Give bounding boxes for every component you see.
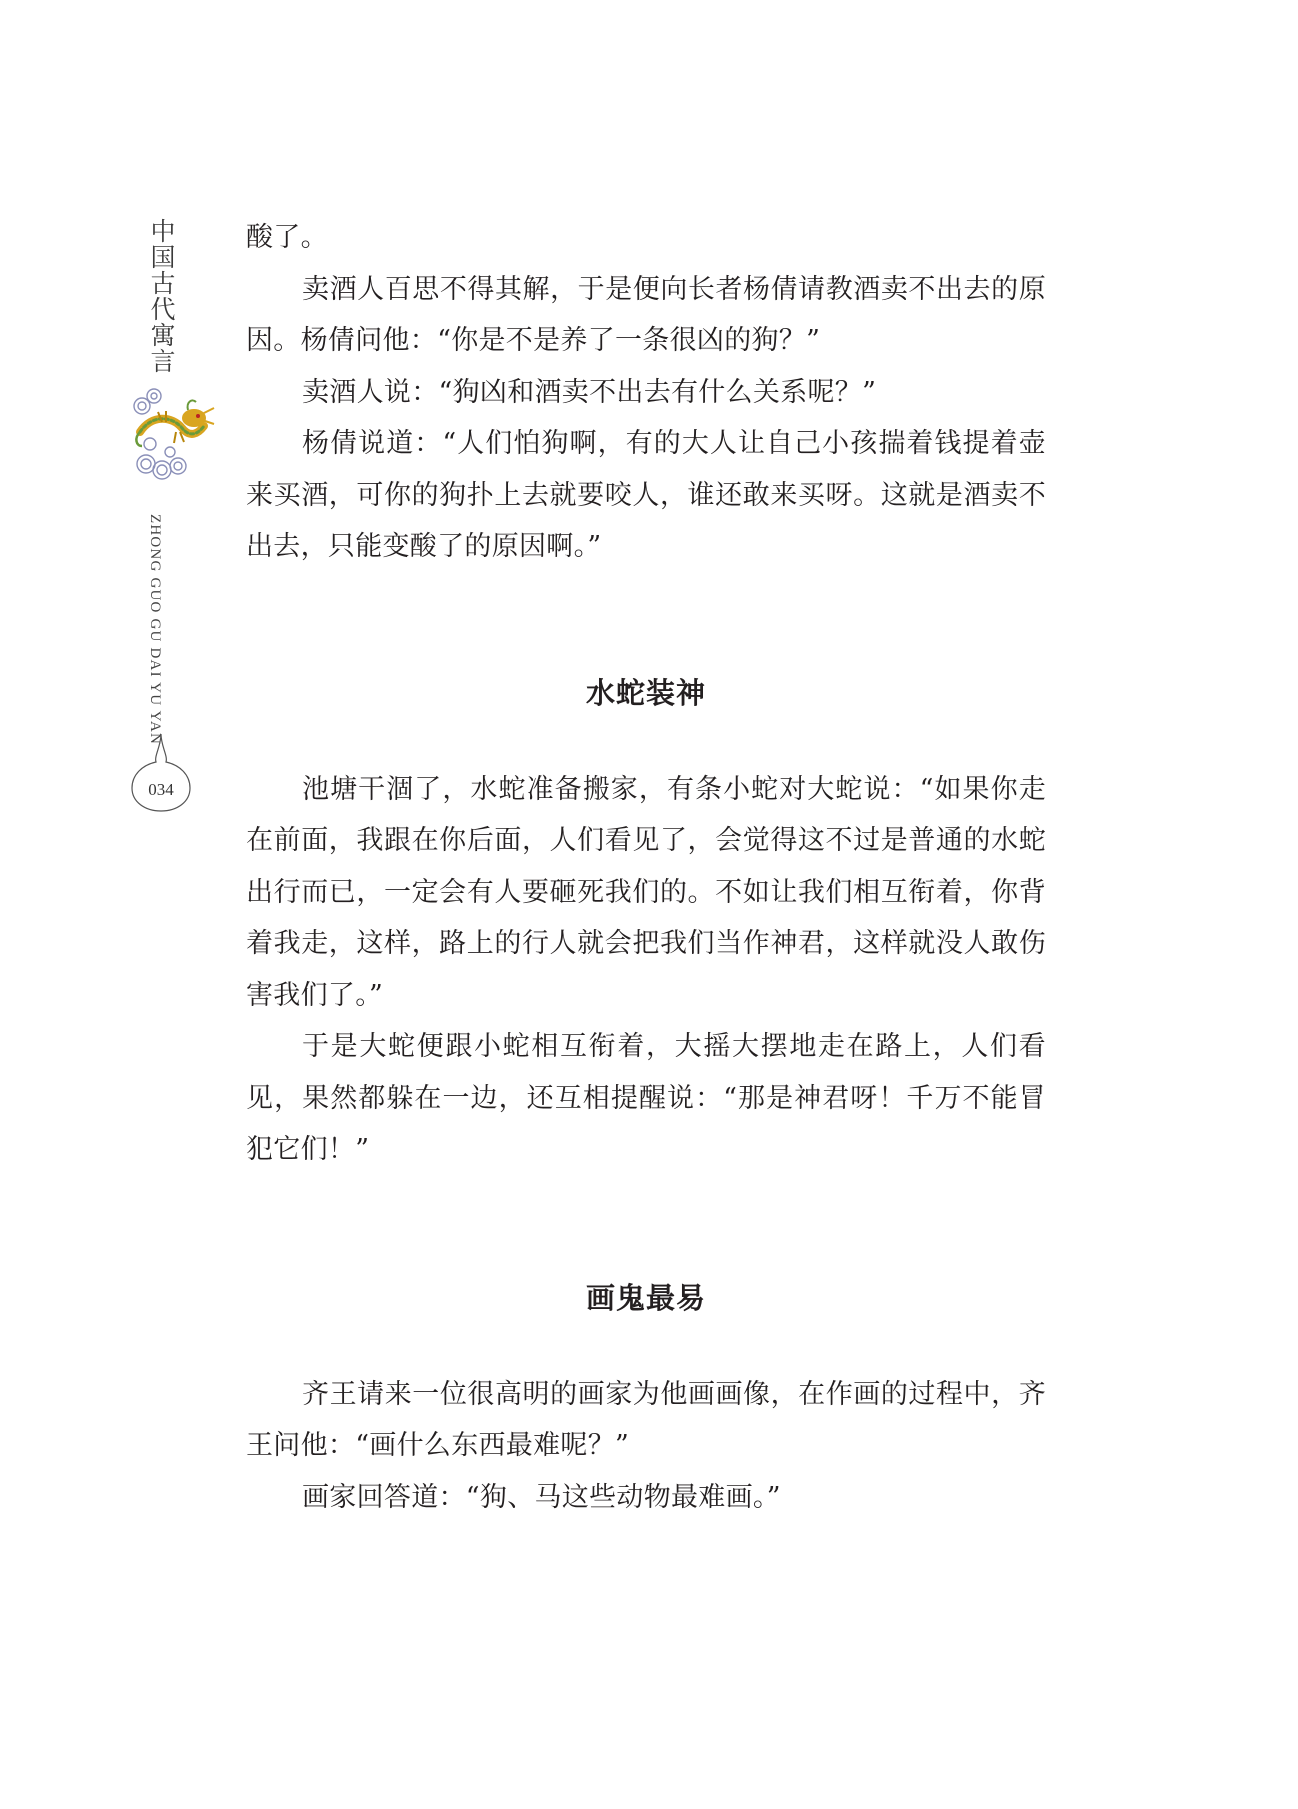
page-number-frame-icon	[128, 732, 194, 812]
sidebar	[128, 210, 208, 820]
paragraph: 杨倩说道：“人们怕狗啊，有的大人让自己小孩揣着钱提着壶来买酒，可你的狗扑上去就要咬人，谁还敢来买呀。这就是酒卖不出去，只能变酸了的原因啊。”	[246, 428, 1046, 562]
paragraph: 池塘干涸了，水蛇准备搬家，有条小蛇对大蛇说：“如果你走在前面，我跟在你后面，人们看见了，会觉得这不过是普通的水蛇出行而已，一定会有人要砸死我们的。不如让我们相互衔着，你背着我走，这样，路上的行人就会把我们当作神君，这样就没人敢伤害我们了。”	[246, 773, 1046, 1011]
paragraph: 卖酒人百思不得其解，于是便向长者杨倩请教酒卖不出去的原因。杨倩问他：“你是不是养了一条很凶的狗？”	[246, 273, 1046, 356]
paragraph: 酸了。	[246, 222, 328, 253]
series-title-pinyin: ZHONG GUO GU DAI YU YAN	[147, 514, 163, 746]
page-number-badge	[128, 732, 194, 812]
section-title: 水蛇装神	[585, 675, 706, 710]
dragon-ornament-icon	[132, 386, 216, 486]
series-title: 中国古代寓言	[147, 218, 176, 374]
page-body	[246, 212, 1046, 1523]
page-number: 034	[148, 780, 174, 799]
paragraph: 画家回答道：“狗、马这些动物最难画。”	[302, 1481, 781, 1513]
paragraph: 卖酒人说：“狗凶和酒卖不出去有什么关系呢？”	[302, 376, 877, 408]
paragraph: 于是大蛇便跟小蛇相互衔着，大摇大摆地走在路上，人们看见，果然都躲在一边，还互相提醒说：“那是神君呀！千万不能冒犯它们！”	[246, 1031, 1046, 1165]
paragraph: 齐王请来一位很高明的画家为他画画像，在作画的过程中，齐王问他：“画什么东西最难呢？”	[246, 1378, 1046, 1461]
section-title: 画鬼最易	[585, 1280, 706, 1315]
